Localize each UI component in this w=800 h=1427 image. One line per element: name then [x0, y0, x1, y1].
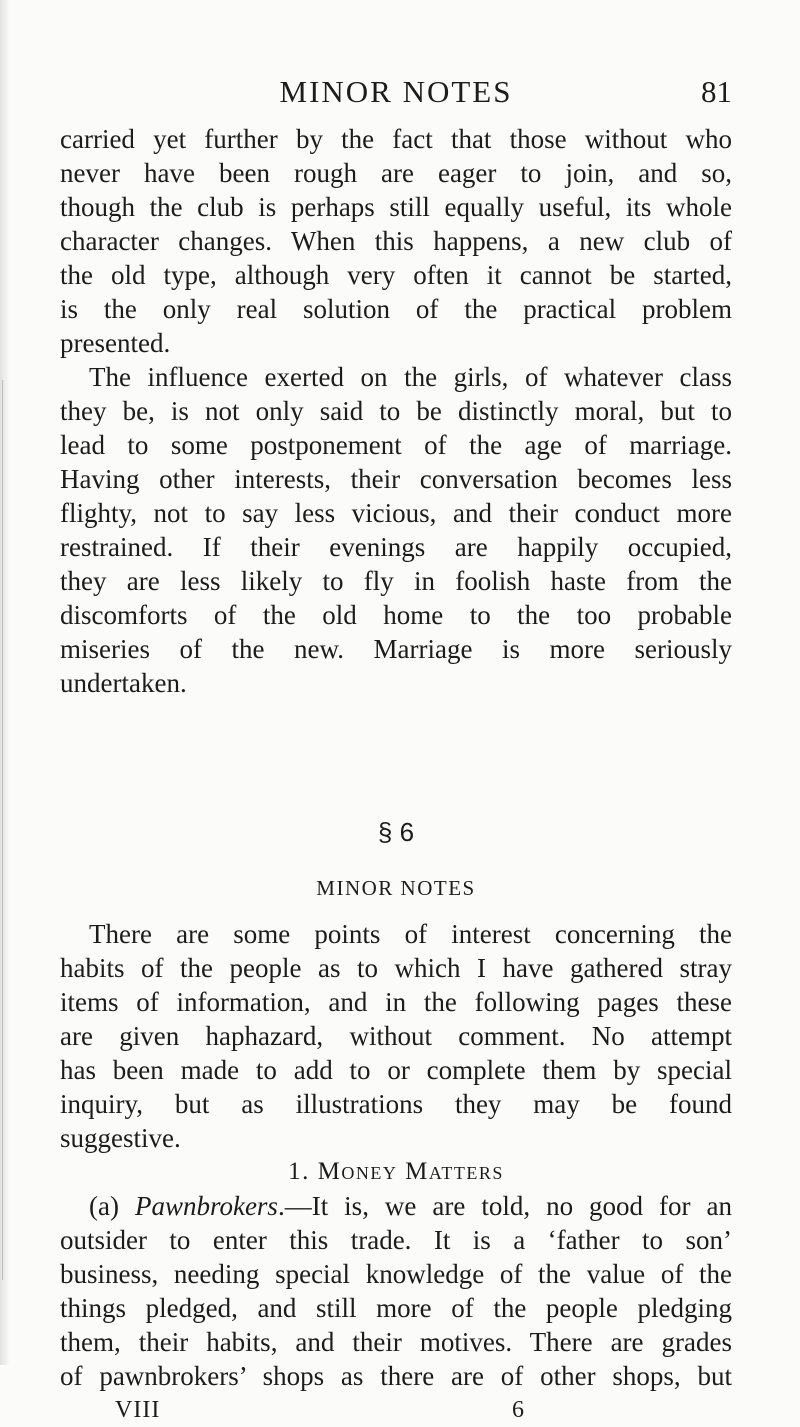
paragraph-continued [60, 122, 732, 360]
text-line: them, their habits, and their motives. There are grades [60, 1327, 732, 1357]
section-spacer [60, 849, 732, 871]
section-number: § 6 [377, 817, 415, 847]
text-line: lead to some postponement of the age of marriage. [60, 430, 732, 460]
section-spacer [60, 700, 732, 815]
binding-edge-line [2, 380, 3, 1280]
subsection-heading [60, 1155, 732, 1189]
text-line: never have been rough are eager to join, and so, [60, 158, 732, 188]
text-line: of pawnbrokers’ shops as there are of other shops, but [60, 1361, 732, 1391]
text-line: they be, is not only said to be distinctly moral, but to [60, 396, 732, 426]
paragraph-pawnbrokers [60, 1189, 732, 1393]
paragraph-influence [60, 360, 732, 700]
text-line: miseries of the new. Marriage is more seriously [60, 634, 732, 664]
text-line: character changes. When this happens, a new club of [60, 226, 732, 256]
running-title: MINOR NOTES [279, 74, 513, 109]
section-title: MINOR NOTES [316, 876, 476, 900]
paragraph-intro [60, 917, 732, 1155]
text-line: undertaken. [60, 668, 187, 698]
text-line: habits of the people as to which I have gathered stray [60, 953, 732, 983]
item-text: .—It is, we are told, no good for an [277, 1191, 732, 1221]
text-line: is the only real solution of the practical problem [60, 294, 732, 324]
text-line: items of information, and in the following pages these [60, 987, 732, 1017]
text-line: has been made to add to or complete them by special [60, 1055, 732, 1085]
item-term: Pawnbrokers [134, 1191, 278, 1221]
text-line: discomforts of the old home to the too probable [60, 600, 732, 630]
text-line: inquiry, but as illustrations they may be found [60, 1089, 732, 1119]
text-line: they are less likely to fly in foolish haste from the [60, 566, 732, 596]
text-line: Having other interests, their conversation becomes less [60, 464, 732, 494]
text-line: suggestive. [60, 1123, 181, 1153]
heading-spacer [60, 905, 732, 917]
item-label: (a) [89, 1191, 119, 1221]
running-head [60, 74, 732, 114]
signature-volume: VIII [115, 1397, 161, 1423]
text-line: outsider to enter this trade. It is a ‘father to son’ [60, 1225, 732, 1255]
subsection-number: 1. [288, 1158, 310, 1185]
signature-line [60, 1393, 732, 1427]
text-line: flighty, not to say less vicious, and their conduct more [60, 498, 732, 528]
text-line: though the club is perhaps still equally useful, its whole [60, 192, 732, 222]
signature-number: 6 [512, 1397, 524, 1423]
text-line: the old type, although very often it cannot be started, [60, 260, 732, 290]
subsection-title: Money Matters [317, 1158, 504, 1185]
text-line [60, 1189, 732, 1223]
text-line: are given haphazard, without comment. No attempt [60, 1021, 732, 1051]
page-number: 81 [701, 74, 732, 109]
text-line: things pledged, and still more of the people pledging [60, 1293, 732, 1323]
text-line: The influence exerted on the girls, of whatever class [89, 362, 732, 392]
text-line: carried yet further by the fact that those without who [60, 124, 732, 154]
text-line: presented. [60, 328, 171, 358]
text-block [60, 122, 732, 1427]
text-line: business, needing special knowledge of the value of the [60, 1259, 732, 1289]
text-line: restrained. If their evenings are happily occupied, [60, 532, 732, 562]
text-line: There are some points of interest concerning the [89, 919, 732, 949]
